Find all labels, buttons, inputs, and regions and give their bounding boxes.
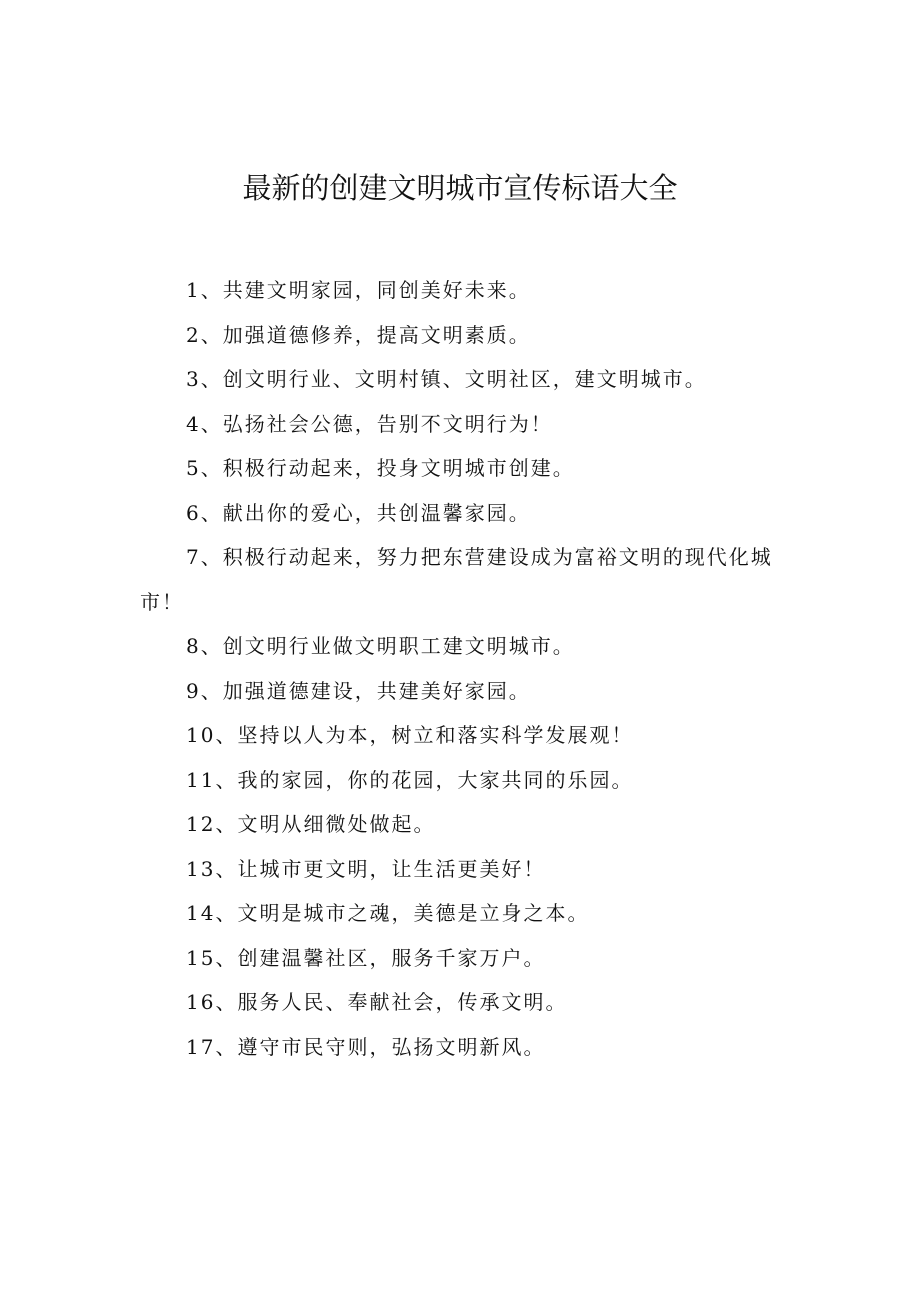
list-item: 1、共建文明家园，同创美好未来。 <box>186 278 531 302</box>
slogan-list <box>140 268 790 1069</box>
list-item: 15、创建温馨社区，服务千家万户。 <box>186 945 546 970</box>
list-item: 16、服务人民、奉献社会，传承文明。 <box>186 990 568 1014</box>
list-item: 7、积极行动起来，努力把东营建设成为富裕文明的现代化城市！ <box>140 545 773 614</box>
list-item: 6、献出你的爱心，共创温馨家园。 <box>186 500 531 525</box>
list-item: 4、弘扬社会公德，告别不文明行为！ <box>186 411 553 436</box>
list-item: 17、遵守市民守则，弘扬文明新风。 <box>186 1034 546 1059</box>
list-item: 13、让城市更文明，让生活更美好！ <box>186 856 546 881</box>
list-item: 14、文明是城市之魂，美德是立身之本。 <box>186 901 590 925</box>
list-item: 5、积极行动起来，投身文明城市创建。 <box>186 456 575 480</box>
list-item: 12、文明从细微处做起。 <box>186 812 436 836</box>
list-item: 9、加强道德建设，共建美好家园。 <box>186 678 531 703</box>
document-title: 最新的创建文明城市宣传标语大全 <box>242 171 678 205</box>
list-item: 3、创文明行业、文明村镇、文明社区，建文明城市。 <box>186 367 707 391</box>
list-item: 8、创文明行业做文明职工建文明城市。 <box>186 634 575 658</box>
list-item: 10、坚持以人为本，树立和落实科学发展观！ <box>186 723 634 747</box>
list-item: 2、加强道德修养，提高文明素质。 <box>186 322 531 347</box>
list-item: 11、我的家园，你的花园，大家共同的乐园。 <box>186 767 634 792</box>
